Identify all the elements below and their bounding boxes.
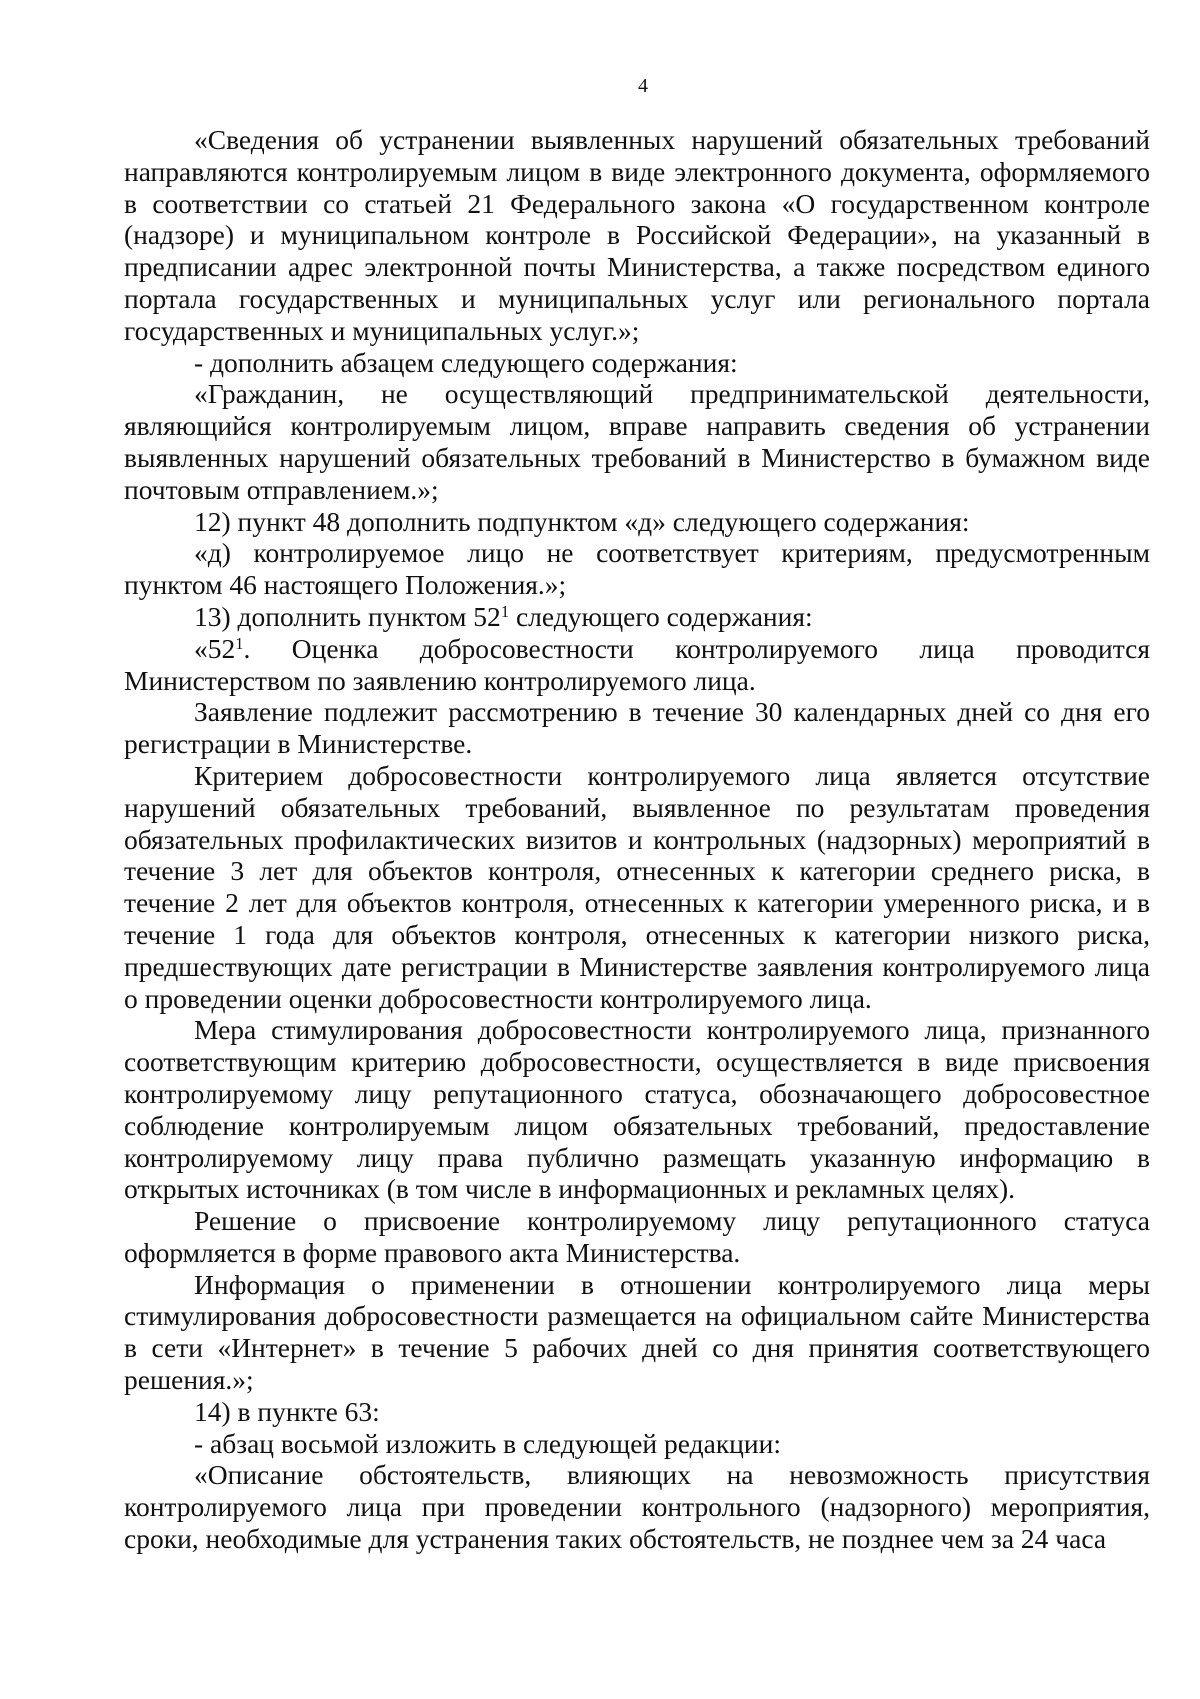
paragraph: «Гражданин, не осуществляющий предпринимательской деятельности, являющийся контролируемым лицом, вправе направить сведения об устранении выявленных нарушений обязательных требований в Министерство в бумажном виде почтовым отправлением.»; — [124, 378, 1150, 505]
paragraph: Заявление подлежит рассмотрению в течение 30 календарных дней со дня его регистрации в Министерстве. — [124, 696, 1150, 760]
paragraph: Решение о присвоение контролируемому лицу репутационного статуса оформляется в форме правового акта Министерства. — [124, 1205, 1150, 1268]
paragraph: «Сведения об устранении выявленных нарушений обязательных требований направляются контролируемым лицом в виде электронного документа, оформляемого в соответствии со статьей 21 Федерального закона «О государственном контроле (надзоре) и муниципальном контроле в Российской Федерации», на указанный в предписании адрес электронной почты Министерства, а также посредством единого портала государственных и муниципальных услуг или регионального портала государственных и муниципальных услуг.»; — [124, 124, 1150, 346]
item-52-superscript: 1 — [235, 633, 244, 653]
paragraph-item-13 — [124, 601, 1150, 633]
page-number: 4 — [638, 75, 648, 97]
paragraph: 14) в пункте 63: — [194, 1395, 380, 1427]
item-13-suffix: следующего содержания: — [509, 600, 813, 632]
paragraph: - дополнить абзацем следующего содержания: — [194, 346, 738, 378]
item-52-prefix: «52 — [194, 632, 236, 664]
document-body — [124, 124, 1150, 1555]
paragraph: - абзац восьмой изложить в следующей редакции: — [194, 1427, 781, 1459]
item-13-prefix: 13) дополнить пунктом 52 — [194, 600, 501, 632]
paragraph: «д) контролируемое лицо не соответствует критериям, предусмотренным пунктом 46 настоящего Положения.»; — [124, 537, 1150, 601]
item-13-superscript: 1 — [500, 601, 510, 621]
item-52-suffix: . Оценка добросовестности контролируемого лица проводится Министерством по заявлению контролируемого лица. — [124, 632, 1150, 696]
paragraph: 12) пункт 48 дополнить подпунктом «д» следующего содержания: — [194, 505, 970, 537]
paragraph-item-52-1 — [124, 633, 1150, 697]
paragraph: «Описание обстоятельств, влияющих на невозможность присутствия контролируемого лица при проведении контрольного (надзорного) мероприятия, сроки, необходимые для устранения таких обстоятельств, не позднее чем за 24 часа — [124, 1459, 1150, 1555]
paragraph: Критерием добросовестности контролируемого лица является отсутствие нарушений обязательных требований, выявленное по результатам проведения обязательных профилактических визитов и контрольных (надзорных) мероприятий в течение 3 лет для объектов контроля, отнесенных к категории среднего риска, в течение 2 лет для объектов контроля, отнесенных к категории умеренного риска, и в течение 1 года для объектов контроля, отнесенных к категории низкого риска, предшествующих дате регистрации в Министерстве заявления контролируемого лица о проведении оценки добросовестности контролируемого лица. — [124, 759, 1150, 1014]
paragraph: Информация о применении в отношении контролируемого лица меры стимулирования добросовестности размещается на официальном сайте Министерства в сети «Интернет» в течение 5 рабочих дней со дня принятия соответствующего решения.»; — [124, 1268, 1150, 1396]
paragraph: Мера стимулирования добросовестности контролируемого лица, признанного соответствующим критерию добросовестности, осуществляется в виде присвоения контролируемому лицу репутационного статуса, обозначающего добросовестное соблюдение контролируемым лицом обязательных требований, предоставление контролируемому лицу права публично размещать указанную информацию в открытых источниках (в том числе в информационных и рекламных целях). — [124, 1014, 1150, 1205]
